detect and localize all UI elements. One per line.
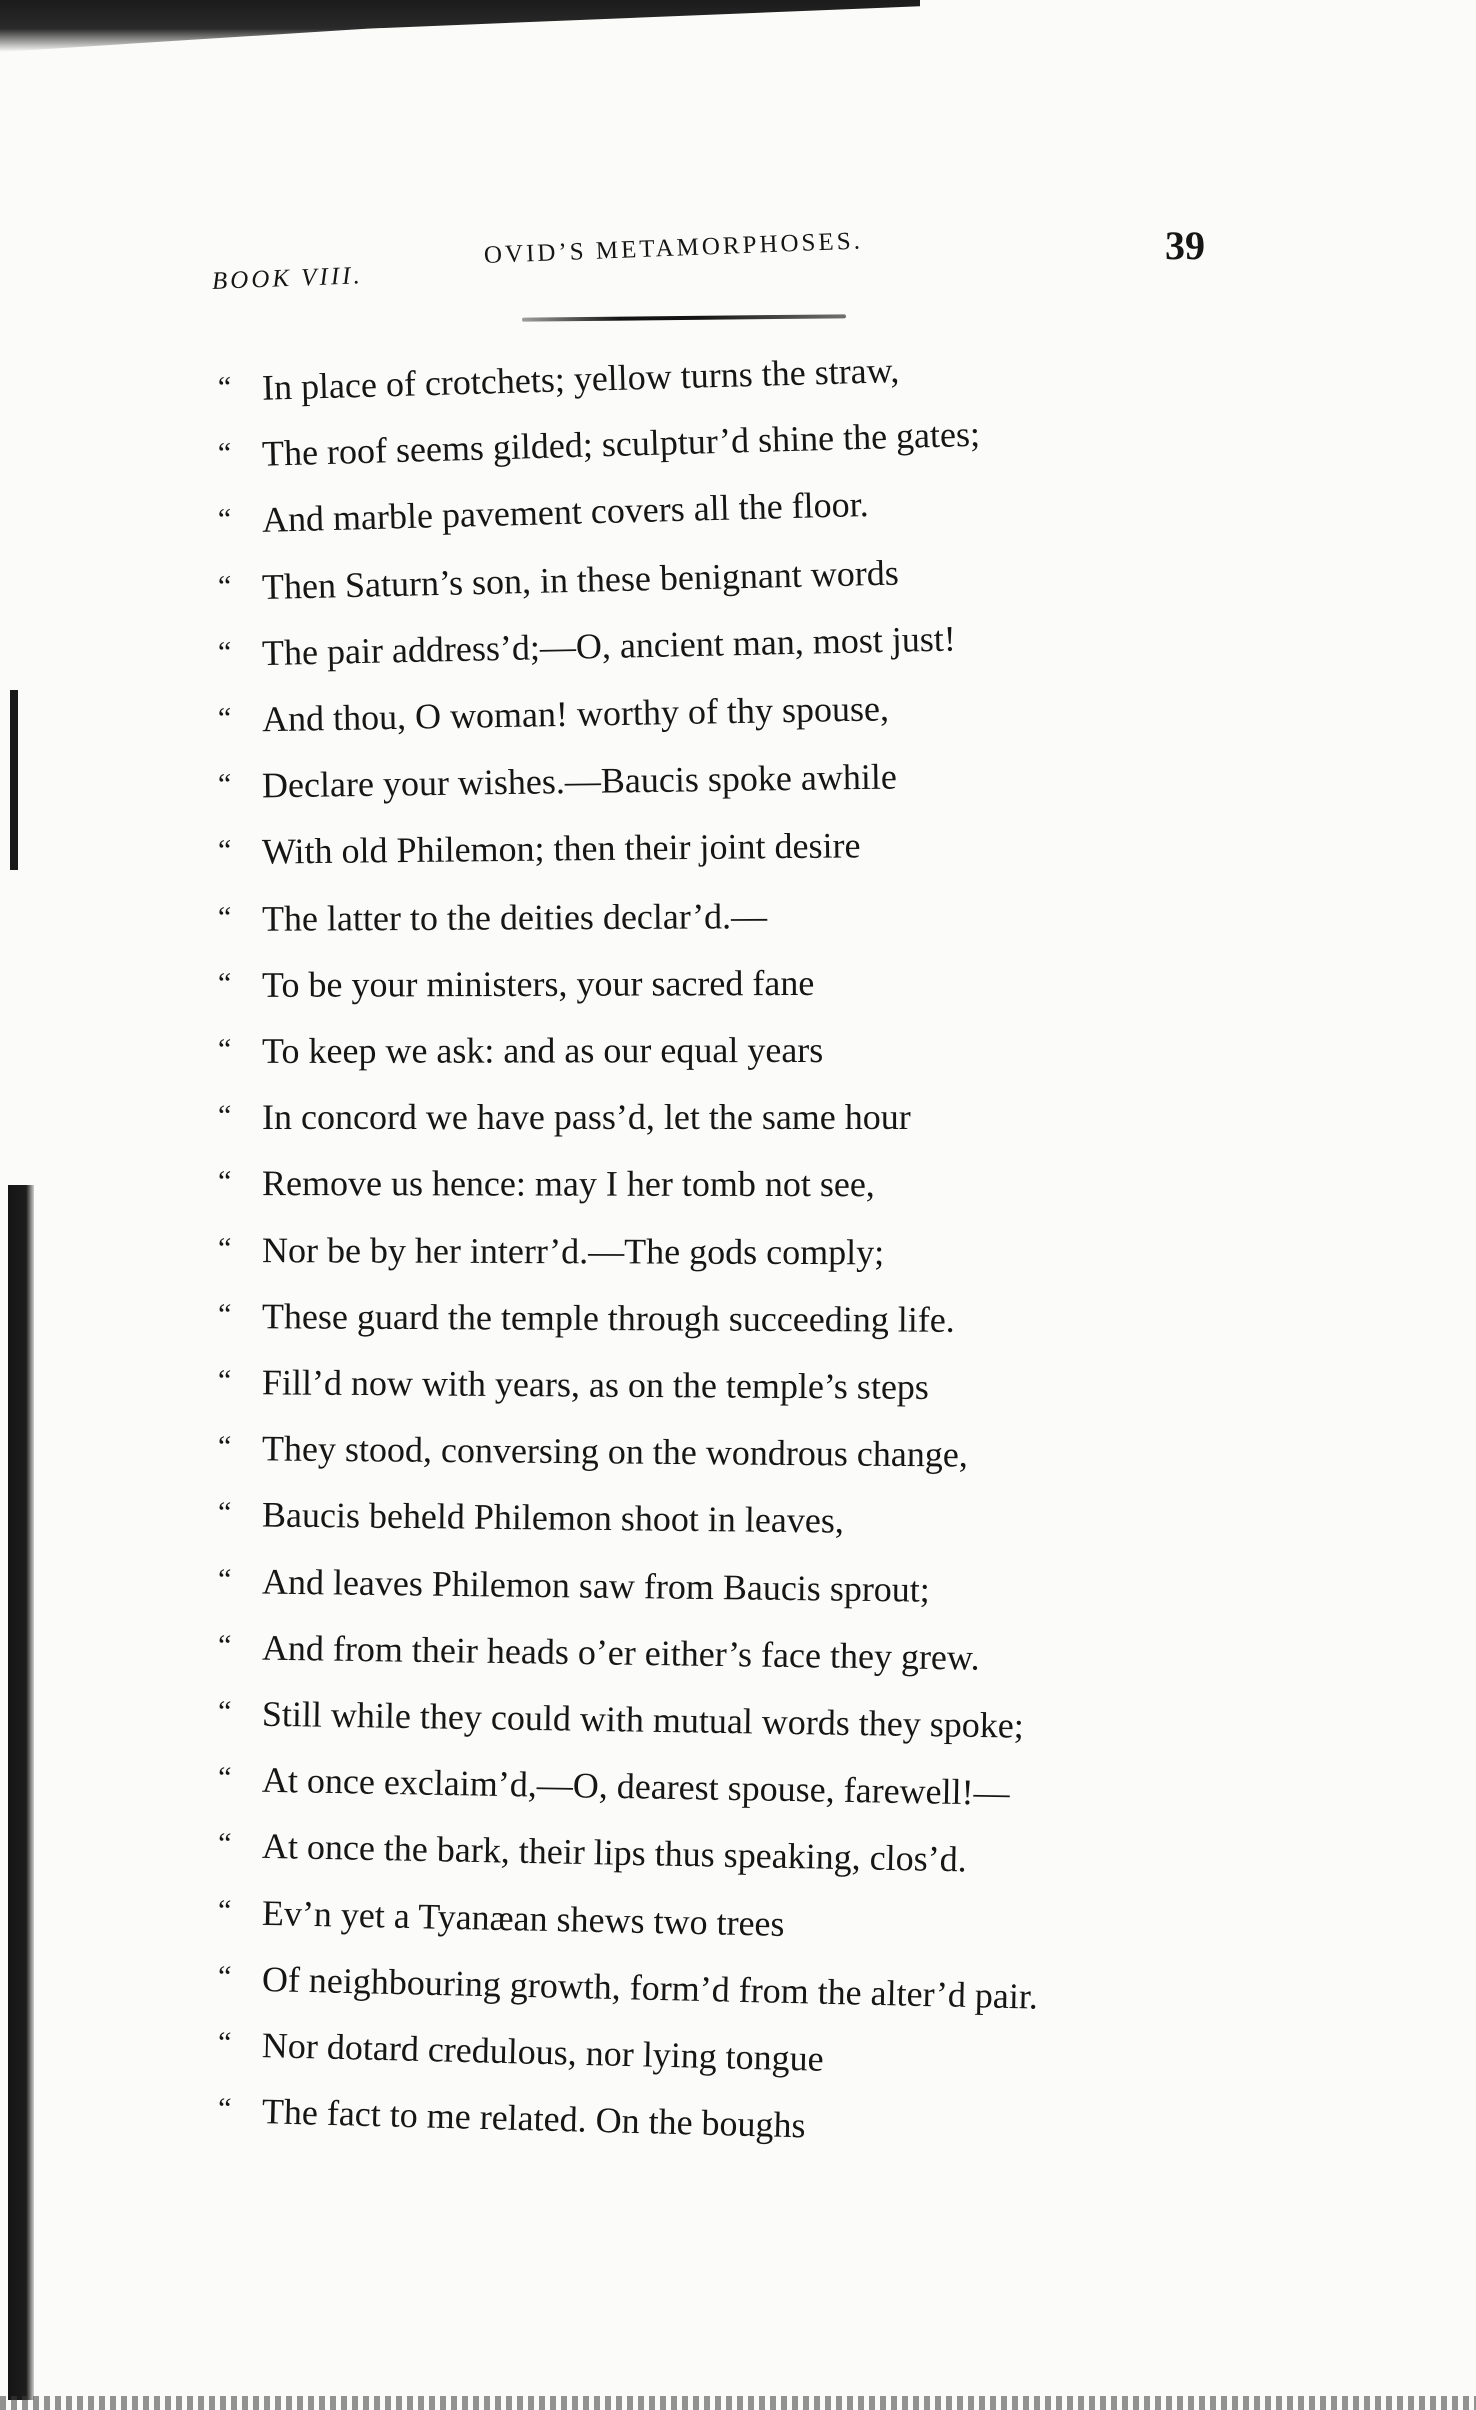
verse-line-text: To keep we ask: and as our equal years <box>261 1029 824 1071</box>
verse-line <box>218 885 767 948</box>
quotation-mark: “ <box>217 1231 232 1265</box>
verse-line <box>218 1285 955 1349</box>
verse-line-text: To be your ministers, your sacred fane <box>261 962 815 1005</box>
verse-line <box>217 677 889 749</box>
verse-line <box>218 952 815 1014</box>
quotation-mark: “ <box>217 635 232 669</box>
verse-line-text: These guard the temple through succeeding life. <box>261 1296 955 1340</box>
verse-line-text: Declare your wishes.—Baucis spoke awhile <box>261 756 898 806</box>
quotation-mark: “ <box>217 1827 232 1861</box>
verse-line-text: And from their heads o’er either’s face they grew. <box>261 1627 980 1678</box>
verse-line-text: And leaves Philemon saw from Baucis sprout; <box>261 1561 931 1610</box>
verse-line-text: At once exclaim’d,—O, dearest spouse, farewell!— <box>261 1759 1010 1814</box>
verse-line-text: At once the bark, their lips thus speaking, clos’d. <box>261 1826 968 1880</box>
quotation-mark: “ <box>217 701 232 735</box>
scan-edge-top <box>0 0 920 52</box>
scan-edge-bottom <box>0 2396 1476 2410</box>
verse-line-text: The pair address’d;—O, ancient man, most just! <box>261 618 957 673</box>
quotation-mark: “ <box>217 1430 232 1464</box>
verse-line-text: Still while they could with mutual words they spoke; <box>261 1693 1025 1746</box>
quotation-mark: “ <box>217 2092 232 2126</box>
verse-line <box>218 815 861 882</box>
quotation-mark: “ <box>217 834 232 868</box>
header-rule <box>522 314 846 321</box>
verse-line <box>217 403 981 484</box>
quotation-mark: “ <box>217 436 232 471</box>
verse-line <box>218 1417 968 1484</box>
verse-line-text: They stood, conversing on the wondrous change, <box>261 1428 968 1475</box>
verse-line <box>218 1219 884 1281</box>
verse-line <box>217 473 869 550</box>
verse-line-text: Ev’n yet a Tyanæan shews two trees <box>261 1892 785 1944</box>
quotation-mark: “ <box>217 569 232 603</box>
quotation-mark: “ <box>217 503 232 537</box>
verse-line <box>218 1616 980 1687</box>
verse-line-text: The latter to the deities declar’d.— <box>261 895 768 939</box>
book-label: BOOK VIII. <box>211 262 364 295</box>
verse-line-text: The fact to me related. On the boughs <box>261 2091 807 2146</box>
verse-line-text: Then Saturn’s son, in these benignant words <box>261 552 900 607</box>
quotation-mark: “ <box>217 1496 232 1530</box>
quotation-mark: “ <box>217 1165 232 1199</box>
verse-line-text: Nor dotard credulous, nor lying tongue <box>261 2025 825 2079</box>
verse-line-text: The roof seems gilded; sculptur’d shine the gates; <box>261 413 981 474</box>
scan-edge-left-lower <box>8 1185 34 2400</box>
quotation-mark: “ <box>217 1562 232 1596</box>
verse-line-text: Nor be by her interr’d.—The gods comply; <box>261 1229 885 1272</box>
verse-line <box>218 1483 845 1550</box>
verse-line-text: And marble pavement covers all the floor. <box>261 484 870 541</box>
quotation-mark: “ <box>217 900 232 934</box>
quotation-mark: “ <box>217 1959 232 1994</box>
verse-line-text: Remove us hence: may I her tomb not see, <box>261 1163 875 1205</box>
verse-line <box>217 2079 806 2154</box>
verse-line-text: Baucis beheld Philemon shoot in leaves, <box>261 1494 845 1541</box>
verse-line <box>218 1152 875 1213</box>
verse-line <box>218 1086 911 1146</box>
quotation-mark: “ <box>217 966 232 1000</box>
running-header <box>211 222 1212 295</box>
verse-line <box>217 1748 1010 1822</box>
verse-line <box>218 1351 929 1416</box>
verse-line-text: Fill’d now with years, as on the temple’s steps <box>261 1362 930 1407</box>
verse-line <box>217 2013 824 2088</box>
quotation-mark: “ <box>218 1099 232 1133</box>
quotation-mark: “ <box>217 1695 232 1729</box>
verse-line <box>217 339 900 418</box>
verse-line-text: And thou, O woman! worthy of thy spouse, <box>261 688 890 740</box>
verse-line <box>217 1881 785 1953</box>
quotation-mark: “ <box>217 768 232 802</box>
verse-line <box>218 746 898 815</box>
verse-line <box>218 1019 823 1080</box>
verse-line <box>217 541 899 616</box>
verse-line <box>218 1682 1025 1755</box>
verse-line-text: In place of crotchets; yellow turns the straw, <box>261 349 900 408</box>
scan-edge-left-upper <box>10 690 18 870</box>
quotation-mark: “ <box>217 1032 232 1066</box>
quotation-mark: “ <box>217 370 232 404</box>
verse-line-text: Of neighbouring growth, form’d from the alter’d pair. <box>261 1958 1039 2017</box>
quotation-mark: “ <box>217 1893 232 1927</box>
quotation-mark: “ <box>217 1628 232 1662</box>
verse-line-text: With old Philemon; then their joint desire <box>261 825 861 872</box>
running-title: OVID’S METAMORPHOSES. <box>483 227 864 269</box>
quotation-mark: “ <box>217 1297 232 1331</box>
page-number: 39 <box>1165 223 1205 268</box>
verse-line-text: In concord we have pass’d, let the same hour <box>262 1097 911 1138</box>
verse-line <box>218 1550 931 1619</box>
verse-line <box>217 607 956 682</box>
quotation-mark: “ <box>217 2026 232 2060</box>
quotation-mark: “ <box>217 1761 232 1795</box>
quotation-mark: “ <box>217 1364 232 1398</box>
verse-line <box>217 1814 967 1888</box>
verse-line <box>217 1947 1038 2026</box>
